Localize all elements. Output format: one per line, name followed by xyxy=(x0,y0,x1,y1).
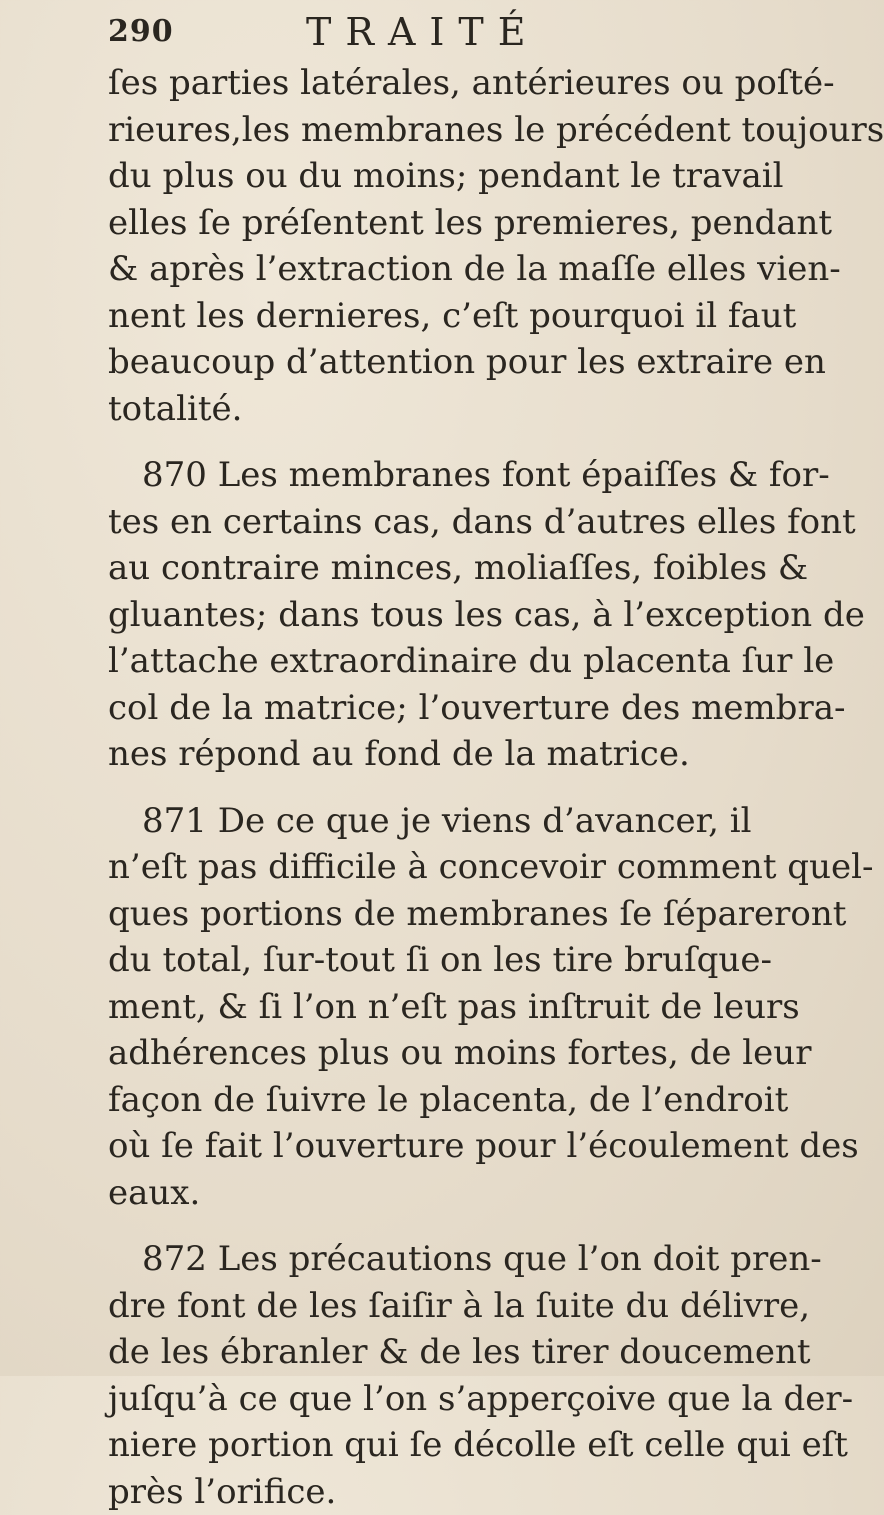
text-line: gluantes; dans tous les cas, à l’exception de xyxy=(108,592,693,639)
text-line: totalité. xyxy=(108,386,693,433)
text-line: 870 Les membranes font épaiſſes & for- xyxy=(108,452,693,499)
text-line: tes en certains cas, dans d’autres elles font xyxy=(108,499,693,546)
text-line: près l’orifice. xyxy=(108,1469,693,1515)
text-line: & après l’extraction de la maſſe elles vien- xyxy=(108,246,693,293)
text-line: où ſe fait l’ouverture pour l’écoulement des xyxy=(108,1123,693,1170)
paragraph xyxy=(108,1236,693,1515)
text-line: nes répond au fond de la matrice. xyxy=(108,731,693,778)
text-line: n’eſt pas difficile à concevoir comment quel- xyxy=(108,844,693,891)
text-line: rieures,les membranes le précédent toujours xyxy=(108,107,693,154)
paragraph xyxy=(108,452,693,778)
text-line: 871 De ce que je viens d’avancer, il xyxy=(108,798,693,845)
text-line: niere portion qui ſe décolle eſt celle qui eſt xyxy=(108,1422,693,1469)
text-line: du total, ſur-tout ſi on les tire bruſque- xyxy=(108,937,693,984)
text-line: elles ſe préſentent les premieres, pendant xyxy=(108,200,693,247)
text-line: 872 Les précautions que l’on doit pren- xyxy=(108,1236,693,1283)
text-line: beaucoup d’attention pour les extraire en xyxy=(108,339,693,386)
text-line: au contraire minces, moliaſſes, foibles & xyxy=(108,545,693,592)
running-title: TRAITÉ xyxy=(306,10,540,54)
text-line: nent les dernieres, c’eſt pourquoi il faut xyxy=(108,293,693,340)
text-line: eaux. xyxy=(108,1170,693,1217)
text-line: ques portions de membranes ſe ſépareront xyxy=(108,891,693,938)
text-line: juſqu’à ce que l’on s’apperçoive que la der- xyxy=(108,1376,693,1423)
text-line: dre font de les ſaiſir à la ſuite du délivre, xyxy=(108,1283,693,1330)
running-head xyxy=(108,8,668,52)
text-line: adhérences plus ou moins fortes, de leur xyxy=(108,1030,693,1077)
text-line: l’attache extraordinaire du placenta ſur le xyxy=(108,638,693,685)
text-line: col de la matrice; l’ouverture des membra- xyxy=(108,685,693,732)
text-line: façon de ſuivre le placenta, de l’endroit xyxy=(108,1077,693,1124)
text-line: ment, & ſi l’on n’eſt pas inſtruit de leurs xyxy=(108,984,693,1031)
paragraph xyxy=(108,60,693,432)
page-number: 290 xyxy=(108,14,174,49)
text-line: ſes parties latérales, antérieures ou poſté- xyxy=(108,60,693,107)
text-line: de les ébranler & de les tirer doucement xyxy=(108,1329,693,1376)
body-text xyxy=(108,60,693,1515)
text-line: du plus ou du moins; pendant le travail xyxy=(108,153,693,200)
paragraph xyxy=(108,798,693,1217)
